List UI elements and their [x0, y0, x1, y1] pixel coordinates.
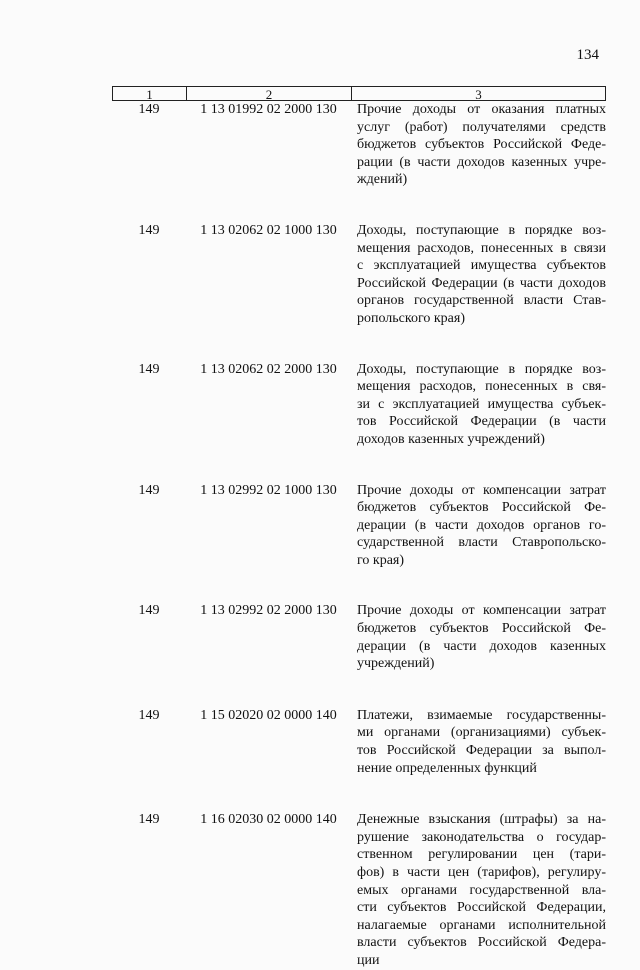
- description-line: сти субъектов Российской Федерации,: [357, 900, 606, 916]
- admin-code: 149: [138, 707, 160, 723]
- description-line: го края): [357, 552, 405, 568]
- admin-code: 149: [138, 361, 160, 377]
- description-line: зи с эксплуатацией имущества субъек-: [357, 396, 606, 412]
- description-line: Доходы, поступающие в порядке воз-: [357, 222, 606, 238]
- description-line: ми органами (организациями) субъек-: [357, 725, 606, 741]
- kbk-code: 1 13 02062 02 1000 130: [200, 222, 337, 238]
- description-line: тов Российской Федерации (в части: [357, 414, 606, 430]
- description-line: бюджетов субъектов Российской Фе-: [357, 500, 606, 516]
- description-line: доходов казенных учреждений): [357, 431, 545, 447]
- description-line: фов) в части цен (тарифов), регулиру-: [357, 865, 606, 880]
- description-line: Доходы, поступающие в порядке воз-: [357, 361, 606, 377]
- income-description: [351, 707, 606, 777]
- description-line: ропольского края): [357, 310, 465, 326]
- table-row: [112, 482, 606, 570]
- page-number: 134: [576, 47, 599, 63]
- description-line: ждений): [357, 172, 408, 188]
- description-line: учреждений): [357, 656, 435, 672]
- description-line: тов Российской Федерации за выпол-: [357, 743, 606, 759]
- admin-code: 149: [138, 102, 160, 117]
- description-line: Прочие доходы от оказания платных: [357, 102, 606, 117]
- table-row: [112, 811, 606, 969]
- kbk-code: 1 13 02062 02 2000 130: [200, 361, 337, 377]
- admin-code: 149: [138, 812, 160, 828]
- description-line: дерации (в части доходов казенных: [357, 638, 606, 654]
- income-description: [351, 222, 606, 328]
- admin-code: 149: [138, 603, 160, 619]
- kbk-code: 1 13 02992 02 2000 130: [200, 603, 337, 619]
- table-row: [112, 101, 606, 189]
- description-line: емых органами государственной вла-: [357, 882, 606, 898]
- description-line: Прочие доходы от компенсации затрат: [357, 482, 606, 498]
- table-body: [112, 101, 606, 970]
- description-line: Денежные взыскания (штрафы) за на-: [357, 812, 606, 828]
- kbk-code: 1 13 02992 02 1000 130: [200, 482, 337, 498]
- table-row: [112, 707, 606, 777]
- admin-code: 149: [138, 482, 160, 498]
- header-cell-2: 2: [187, 87, 352, 100]
- description-line: с эксплуатацией имущества субъектов: [357, 258, 606, 274]
- description-line: сударственной власти Ставропольско-: [357, 535, 606, 551]
- income-description: [351, 602, 606, 672]
- kbk-code: 1 16 02030 02 0000 140: [200, 812, 337, 828]
- description-line: ции: [357, 952, 380, 968]
- table-row: [112, 361, 606, 449]
- kbk-code: 1 13 01992 02 2000 130: [200, 102, 337, 117]
- description-line: органов государственной власти Став-: [357, 293, 606, 309]
- income-description: [351, 811, 606, 969]
- description-line: Российской Федерации (в части доходов: [357, 275, 606, 291]
- description-line: бюджетов субъектов Российской Фе-: [357, 621, 606, 637]
- kbk-code: 1 15 02020 02 0000 140: [200, 707, 337, 723]
- header-cell-1: 1: [113, 87, 187, 100]
- income-description: [351, 482, 606, 570]
- description-line: услуг (работ) получателями средств: [357, 119, 606, 135]
- income-description: [351, 101, 606, 189]
- table-row: [112, 602, 606, 672]
- description-line: дерации (в части доходов органов го-: [357, 517, 606, 533]
- table-header: [112, 86, 606, 101]
- description-line: рушение законодательства о государ-: [357, 829, 606, 845]
- description-line: мещения расходов, понесенных в связи: [357, 240, 606, 256]
- description-line: бюджетов субъектов Российской Феде-: [357, 137, 606, 153]
- description-line: ственном регулировании цен (тари-: [357, 847, 606, 863]
- description-line: Прочие доходы от компенсации затрат: [357, 603, 606, 619]
- description-line: Платежи, взимаемые государственны-: [357, 707, 606, 723]
- description-line: власти субъектов Российской Федера-: [357, 935, 606, 951]
- income-description: [351, 361, 606, 449]
- description-line: нение определенных функций: [357, 760, 537, 776]
- description-line: мещения расходов, понесенных в свя-: [357, 379, 606, 395]
- admin-code: 149: [138, 222, 160, 238]
- header-cell-3: 3: [475, 87, 482, 102]
- description-line: рации (в части доходов казенных учре-: [357, 154, 606, 170]
- description-line: налагаемые органами исполнительной: [357, 917, 606, 933]
- table-row: [112, 222, 606, 328]
